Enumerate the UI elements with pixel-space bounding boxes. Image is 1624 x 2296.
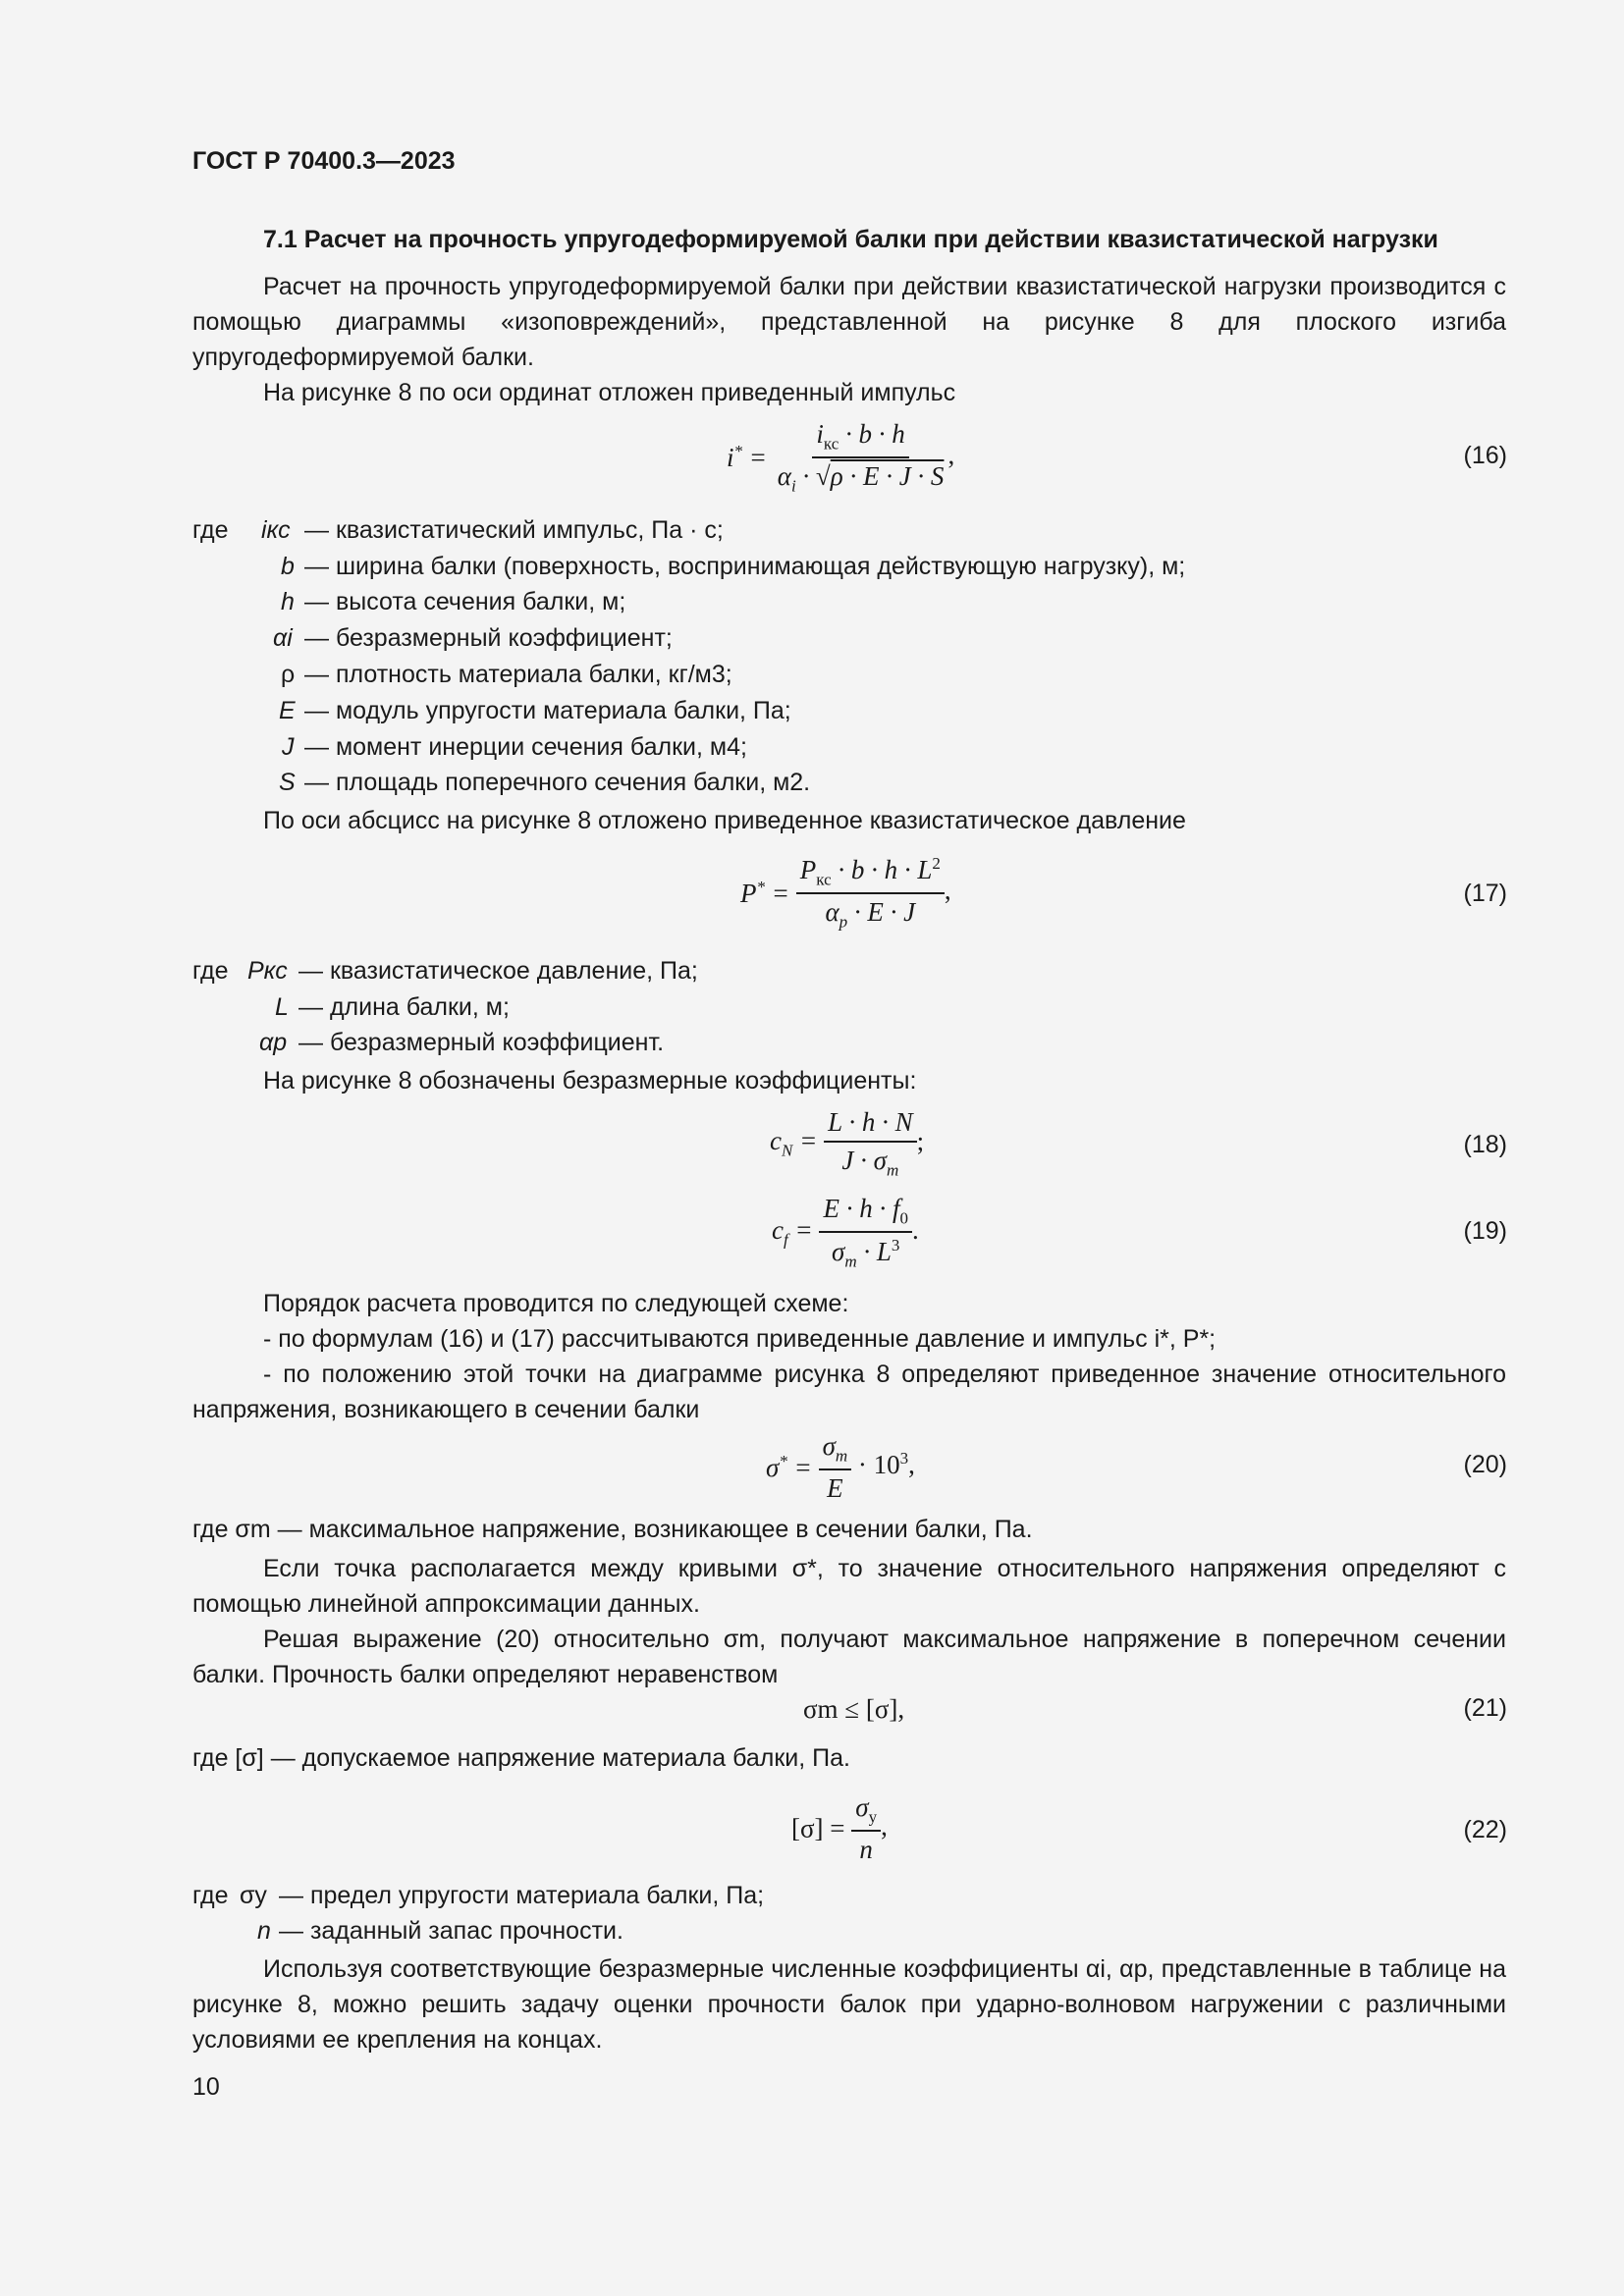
symbol-i-ks: iкс (261, 516, 291, 544)
symbol-alpha-i: αi (273, 624, 293, 652)
symbol-sigma-y: σу (240, 1882, 267, 1909)
symbol-h: h (281, 588, 295, 615)
definition-S: — площадь поперечного сечения балки, м2. (304, 769, 811, 796)
equation-number-22: (22) (1463, 1816, 1507, 1843)
page-number: 10 (192, 2073, 220, 2101)
bullet-1: - по формулам (16) и (17) рассчитываются приведенные давление и импульс i*, P*; (263, 1325, 1217, 1353)
formula-22: [σ] = $\frac{\sigma_у}{n}$ , (791, 1792, 888, 1865)
where-label: где (192, 957, 229, 985)
formula-19: $c_f$ = $\frac{E \cdot h \cdot f_0}{\sigma_m \cdot L^3}$ . (772, 1194, 919, 1271)
document-header: ГОСТ Р 70400.3—2023 (192, 147, 456, 175)
paragraph-7: Решая выражение (20) относительно σm, получают максимальное напряжение в поперечном сечении балки. Прочность балки определяют неравенством (192, 1626, 1506, 1688)
bullet-2: - по положению этой точки на диаграмме рисунка 8 определяют приведенное значение относительного напряжения, возникающего в сечении балки (192, 1361, 1506, 1423)
definition-sigma-y: — предел упругости материала балки, Па; (279, 1882, 765, 1909)
paragraph-1: Расчет на прочность упругодеформируемой балки при действии квазистатической нагрузки производится с помощью диаграммы «изоповреждений», представленной на рисунке 8 для плоского изгиба упругодеформируемой балки. (192, 273, 1506, 371)
paragraph-6: Если точка располагается между кривыми σ*, то значение относительного напряжения определяют с помощью линейной аппроксимации данных. (192, 1555, 1506, 1618)
formula-20: σ* = $\frac{\sigma_m}{E}$ · $10^3$, (766, 1431, 915, 1504)
paragraph-5: Порядок расчета проводится по следующей схеме: (263, 1290, 849, 1317)
equation-number-21: (21) (1463, 1694, 1507, 1722)
section-title: 7.1 Расчет на прочность упругодеформируемой балки при действии квазистатической нагрузки (263, 226, 1438, 253)
definition-L: — длина балки, м; (298, 993, 510, 1021)
symbol-J: J (282, 733, 295, 761)
paragraph-3: По оси абсцисс на рисунке 8 отложено приведенное квазистатическое давление (263, 807, 1186, 834)
formula-21: σm ≤ [σ], (803, 1694, 905, 1724)
equation-number-16: (16) (1463, 442, 1507, 469)
where-label: где (192, 1882, 229, 1909)
formula-18: $c_N$ = $\frac{L \cdot h \cdot N}{J \cdot \sigma_m}$ ; (770, 1107, 925, 1180)
definition-allowable-stress: где [σ] — допускаемое напряжение материала балки, Па. (192, 1744, 850, 1772)
definition-b: — ширина балки (поверхность, воспринимающая действующую нагрузку), м; (304, 553, 1186, 580)
paragraph-2: На рисунке 8 по оси ординат отложен приведенный импульс (263, 379, 956, 406)
symbol-rho: ρ (281, 661, 296, 688)
definition-P-ks: — квазистатическое давление, Па; (298, 957, 698, 985)
symbol-n: n (257, 1917, 271, 1945)
definition-alpha-p: — безразмерный коэффициент. (298, 1029, 665, 1056)
definition-h: — высота сечения балки, м; (304, 588, 626, 615)
paragraph-4: На рисунке 8 обозначены безразмерные коэффициенты: (263, 1067, 917, 1095)
symbol-S: S (279, 769, 296, 796)
formula-16: i* = $\frac{i_{кс} \cdot b \cdot h}{\alpha_i \cdot √\rho \cdot E \cdot J \cdot S}$ , (727, 419, 955, 496)
equation-number-17: (17) (1463, 880, 1507, 907)
symbol-E: E (279, 697, 296, 724)
definition-J: — момент инерции сечения балки, м4; (304, 733, 747, 761)
symbol-P-ks: Pкс (247, 957, 288, 985)
symbol-b: b (281, 553, 295, 580)
definition-i-ks: — квазистатический импульс, Па · с; (304, 516, 724, 544)
equation-number-19: (19) (1463, 1217, 1507, 1245)
definition-alpha-i: — безразмерный коэффициент; (304, 624, 673, 652)
definition-E: — модуль упругости материала балки, Па; (304, 697, 791, 724)
paragraph-8: Используя соответствующие безразмерные численные коэффициенты αi, αp, представленные в таблице на рисунке 8, можно решить задачу оценки прочности балок при ударно-волновом нагружении с различными условиями ее крепления на концах. (192, 1955, 1506, 2054)
definition-n: — заданный запас прочности. (279, 1917, 623, 1945)
equation-number-18: (18) (1463, 1131, 1507, 1158)
definition-rho: — плотность материала балки, кг/м3; (304, 661, 732, 688)
definition-sigma-m: где σm — максимальное напряжение, возникающее в сечении балки, Па. (192, 1516, 1033, 1543)
symbol-alpha-p: αp (259, 1029, 288, 1056)
where-label: где (192, 516, 229, 544)
symbol-L: L (275, 993, 289, 1021)
formula-17: P* = $\frac{P_{кс} \cdot b \cdot h \cdot L^2}{\alpha_p \cdot E \cdot J}$ , (740, 854, 951, 932)
equation-number-20: (20) (1463, 1451, 1507, 1478)
